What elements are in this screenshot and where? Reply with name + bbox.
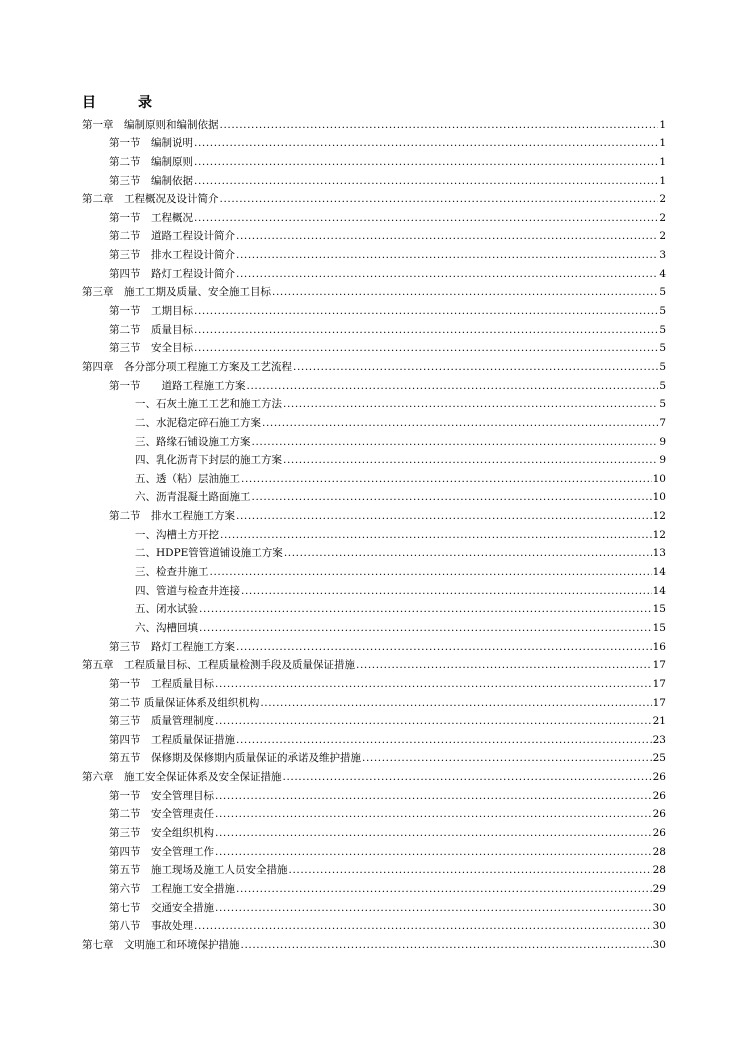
toc-page-number: 5 [659, 305, 666, 318]
toc-page-number: 10 [652, 491, 666, 504]
toc-entry-title: 第五章 工程质量目标、工程质量检测手段及质量保证措施 [82, 659, 355, 672]
toc-entry[interactable] [82, 876, 666, 895]
toc-entry[interactable] [82, 858, 666, 877]
toc-entry[interactable] [82, 597, 666, 616]
toc-entry[interactable] [82, 783, 666, 802]
toc-leader-dots [215, 790, 652, 802]
toc-page-number: 29 [652, 882, 666, 895]
toc-leader-dots [215, 678, 652, 690]
toc-leader-dots [289, 864, 652, 876]
toc-page-number: 23 [652, 733, 666, 746]
toc-entry[interactable] [82, 522, 666, 541]
toc-entry-title: 一、石灰土施工工艺和施工方法 [135, 398, 282, 411]
toc-entry-title: 第二章 工程概况及设计简介 [82, 193, 219, 206]
toc-entry[interactable] [82, 410, 666, 429]
toc-entry[interactable] [82, 541, 666, 560]
toc-leader-dots [215, 902, 652, 914]
toc-page-number: 26 [652, 789, 666, 802]
toc-page-number: 1 [659, 174, 666, 187]
toc-leader-dots [210, 566, 652, 578]
toc-leader-dots [220, 529, 652, 541]
toc-leader-dots [252, 436, 659, 448]
toc-leader-dots [362, 752, 652, 764]
toc-page-number: 9 [659, 454, 666, 467]
toc-entry-title: 第一节 工程质量目标 [109, 677, 214, 690]
toc-entry-title: 第四节 安全管理工作 [109, 845, 214, 858]
toc-entry[interactable] [82, 653, 666, 672]
toc-page-number: 9 [659, 435, 666, 448]
toc-entry[interactable] [82, 131, 666, 150]
toc-entry-title: 第一节 编制说明 [109, 137, 193, 150]
toc-leader-dots [215, 846, 652, 858]
toc-entry[interactable] [82, 671, 666, 690]
toc-entry[interactable] [82, 485, 666, 504]
toc-entry[interactable] [82, 149, 666, 168]
toc-entry[interactable] [82, 429, 666, 448]
toc-page-number: 15 [652, 603, 666, 616]
toc-entry-title: 第三章 施工工期及质量、安全施工目标 [82, 286, 271, 299]
toc-entry-title: 一、沟槽土方开挖 [135, 528, 219, 541]
toc-entry-title: 第一节 工程概况 [109, 211, 193, 224]
toc-page-number: 28 [652, 845, 666, 858]
toc-page-number: 1 [659, 137, 666, 150]
toc-leader-dots [236, 883, 652, 895]
toc-leader-dots [215, 808, 652, 820]
toc-entry-title: 第三节 安全目标 [109, 342, 193, 355]
toc-entry[interactable] [82, 205, 666, 224]
table-of-contents [82, 112, 666, 951]
toc-page-number: 5 [659, 379, 666, 392]
toc-page-number: 2 [659, 230, 666, 243]
toc-page-number: 5 [659, 323, 666, 336]
toc-page-number: 2 [659, 193, 666, 206]
toc-entry-title: 第七章 文明施工和环境保护措施 [82, 938, 240, 951]
toc-leader-dots [220, 193, 659, 205]
toc-page-number: 17 [652, 677, 666, 690]
toc-entry-title: 三、检查井施工 [135, 566, 209, 579]
toc-leader-dots [194, 305, 658, 317]
toc-entry-title: 六、沟槽回填 [135, 621, 198, 634]
toc-entry[interactable] [82, 317, 666, 336]
toc-entry-title: 二、HDPE管管道铺设施工方案 [135, 547, 283, 560]
toc-page-number: 14 [652, 584, 666, 597]
toc-page-number: 4 [659, 267, 666, 280]
toc-entry[interactable] [82, 690, 666, 709]
toc-title: 目 录 [82, 95, 166, 111]
toc-page-number: 5 [659, 342, 666, 355]
toc-entry[interactable] [82, 634, 666, 653]
toc-entry[interactable] [82, 112, 666, 131]
toc-entry-title: 第三节 路灯工程施工方案 [109, 640, 235, 653]
toc-entry-title: 第二节 安全管理责任 [109, 808, 214, 821]
toc-leader-dots [199, 622, 652, 634]
toc-entry[interactable] [82, 168, 666, 187]
toc-leader-dots [293, 361, 658, 373]
toc-entry-title: 第二节 排水工程施工方案 [109, 510, 235, 523]
toc-entry[interactable] [82, 746, 666, 765]
toc-leader-dots [236, 734, 652, 746]
toc-entry[interactable] [82, 280, 666, 299]
toc-page-number: 30 [652, 938, 666, 951]
toc-page-number: 5 [659, 286, 666, 299]
toc-entry-title: 三、路缘石铺设施工方案 [135, 435, 251, 448]
toc-leader-dots [215, 827, 652, 839]
toc-entry[interactable] [82, 373, 666, 392]
toc-leader-dots [236, 268, 658, 280]
toc-page-number: 7 [659, 416, 666, 429]
toc-entry[interactable] [82, 187, 666, 206]
toc-leader-dots [199, 603, 652, 615]
toc-entry-title: 第三节 排水工程设计简介 [109, 249, 235, 262]
toc-leader-dots [283, 454, 658, 466]
toc-entry[interactable] [82, 466, 666, 485]
toc-leader-dots [241, 939, 652, 951]
toc-entry[interactable] [82, 820, 666, 839]
toc-page-number: 30 [652, 920, 666, 933]
toc-entry[interactable] [82, 448, 666, 467]
toc-entry-title: 第四节 路灯工程设计简介 [109, 267, 235, 280]
toc-leader-dots [194, 324, 658, 336]
toc-entry-title: 第六节 工程施工安全措施 [109, 882, 235, 895]
toc-entry[interactable] [82, 709, 666, 728]
toc-page-number: 26 [652, 808, 666, 821]
toc-entry-title: 五、透（粘）层油施工 [135, 472, 240, 485]
toc-entry[interactable] [82, 559, 666, 578]
toc-entry-title: 第一章 编制原则和编制依据 [82, 118, 219, 131]
toc-entry[interactable] [82, 914, 666, 933]
toc-entry[interactable] [82, 764, 666, 783]
toc-entry[interactable] [82, 615, 666, 634]
toc-page-number: 1 [659, 118, 666, 131]
toc-leader-dots [241, 585, 652, 597]
toc-entry[interactable] [82, 261, 666, 280]
toc-page-number: 12 [652, 510, 666, 523]
toc-entry-title: 六、沥青混凝土路面施工 [135, 491, 251, 504]
toc-page-number: 13 [652, 547, 666, 560]
toc-leader-dots [194, 156, 658, 168]
toc-entry[interactable] [82, 932, 666, 951]
toc-leader-dots [252, 491, 652, 503]
toc-page-number: 15 [652, 621, 666, 634]
toc-entry[interactable] [82, 242, 666, 261]
toc-leader-dots [236, 641, 652, 653]
toc-page-number: 14 [652, 566, 666, 579]
toc-entry[interactable] [82, 839, 666, 858]
toc-entry[interactable] [82, 224, 666, 243]
toc-leader-dots [262, 417, 658, 429]
toc-leader-dots [220, 119, 659, 131]
toc-entry-title: 第四章 各分部分项工程施工方案及工艺流程 [82, 360, 292, 373]
toc-entry-title: 第六章 施工安全保证体系及安全保证措施 [82, 771, 282, 784]
toc-entry-title: 五、闭水试验 [135, 603, 198, 616]
toc-leader-dots [194, 212, 658, 224]
toc-leader-dots [284, 547, 652, 559]
toc-entry-title: 第一节 安全管理目标 [109, 789, 214, 802]
toc-leader-dots [356, 659, 652, 671]
toc-page-number: 2 [659, 211, 666, 224]
toc-leader-dots [260, 697, 651, 709]
toc-entry-title: 第八节 事故处理 [109, 920, 193, 933]
toc-entry-title: 第三节 安全组织机构 [109, 826, 214, 839]
toc-page-number: 17 [652, 696, 666, 709]
toc-page-number: 3 [659, 249, 666, 262]
toc-page-number: 17 [652, 659, 666, 672]
toc-leader-dots [215, 715, 652, 727]
toc-page-number: 5 [659, 398, 666, 411]
toc-entry-title: 第二节 道路工程设计简介 [109, 230, 235, 243]
toc-page-number: 26 [652, 826, 666, 839]
toc-entry-title: 第四节 工程质量保证措施 [109, 733, 235, 746]
toc-leader-dots [247, 380, 659, 392]
toc-entry[interactable] [82, 354, 666, 373]
toc-entry-title: 第一节 工期目标 [109, 305, 193, 318]
toc-entry[interactable] [82, 392, 666, 411]
toc-entry-title: 第五节 施工现场及施工人员安全措施 [109, 864, 288, 877]
toc-page-number: 12 [652, 528, 666, 541]
toc-entry[interactable] [82, 802, 666, 821]
toc-page-number: 10 [652, 472, 666, 485]
toc-page-number: 26 [652, 771, 666, 784]
toc-entry-title: 第五节 保修期及保修期内质量保证的承诺及维护措施 [109, 752, 361, 765]
toc-entry-title: 四、管道与检查井连接 [135, 584, 240, 597]
toc-entry[interactable] [82, 895, 666, 914]
toc-leader-dots [241, 473, 652, 485]
toc-page-number: 21 [652, 715, 666, 728]
toc-leader-dots [283, 771, 652, 783]
toc-page-number: 30 [652, 901, 666, 914]
toc-entry[interactable] [82, 298, 666, 317]
toc-leader-dots [194, 175, 658, 187]
toc-leader-dots [194, 920, 652, 932]
toc-leader-dots [194, 342, 658, 354]
toc-page-number: 16 [652, 640, 666, 653]
toc-page-number: 28 [652, 864, 666, 877]
toc-entry[interactable] [82, 336, 666, 355]
toc-leader-dots [194, 137, 658, 149]
toc-leader-dots [236, 230, 658, 242]
toc-leader-dots [236, 249, 658, 261]
toc-entry-title: 第二节 编制原则 [109, 155, 193, 168]
toc-leader-dots [283, 398, 658, 410]
toc-entry-title: 第三节 编制依据 [109, 174, 193, 187]
toc-entry[interactable] [82, 503, 666, 522]
toc-leader-dots [236, 510, 652, 522]
toc-page-number: 1 [659, 155, 666, 168]
toc-leader-dots [272, 286, 658, 298]
toc-entry-title: 第二节 质量目标 [109, 323, 193, 336]
toc-page-number: 25 [652, 752, 666, 765]
toc-entry-title: 第七节 交通安全措施 [109, 901, 214, 914]
toc-entry-title: 四、乳化沥青下封层的施工方案 [135, 454, 282, 467]
toc-entry-title: 第一节 道路工程施工方案 [109, 379, 246, 392]
toc-entry[interactable] [82, 578, 666, 597]
toc-entry-title: 第二节 质量保证体系及组织机构 [109, 696, 260, 709]
toc-entry-title: 第三节 质量管理制度 [109, 715, 214, 728]
toc-page-number: 5 [659, 360, 666, 373]
toc-entry[interactable] [82, 727, 666, 746]
toc-entry-title: 二、水泥稳定碎石施工方案 [135, 416, 261, 429]
